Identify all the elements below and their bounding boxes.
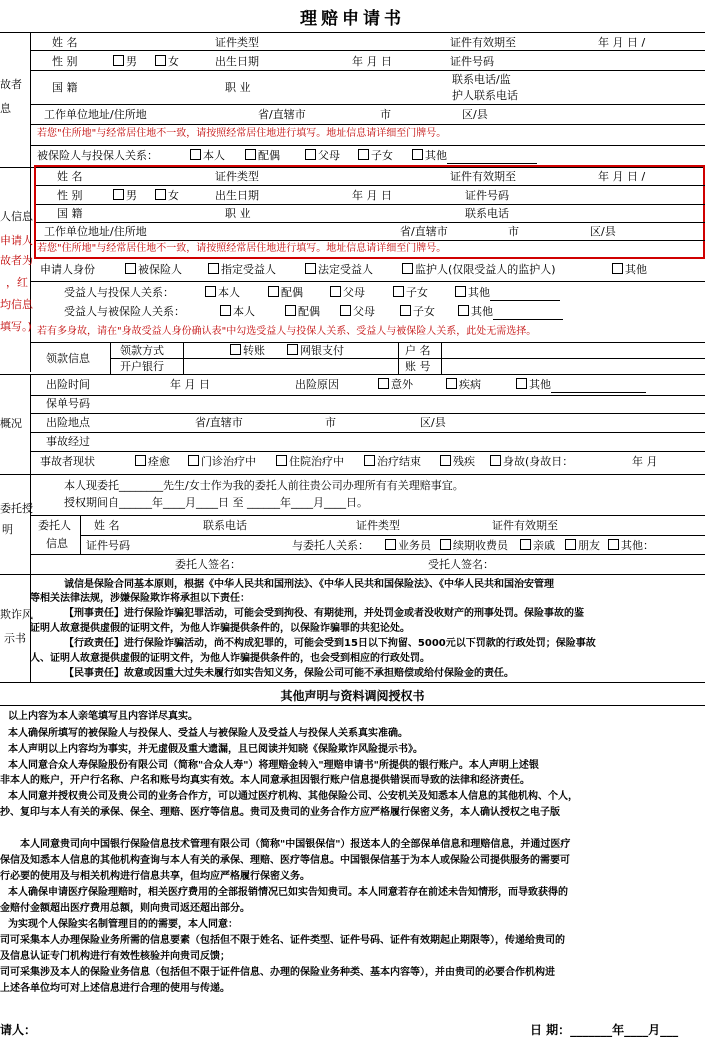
applicant-label-district: 区/县 — [590, 225, 616, 238]
checkbox-identity-designated[interactable]: 指定受益人 — [208, 263, 276, 277]
applicant-label-nationality: 国 籍 — [57, 207, 83, 220]
applicant-label-address: 工作单位地址/住所地 — [44, 225, 147, 238]
section-label-proxy: 委托授 — [0, 502, 33, 515]
checkbox-status-inpatient[interactable]: 住院治疗中 — [276, 455, 344, 469]
divider — [30, 70, 705, 71]
applicant-side-note-1: 申请人 — [0, 234, 33, 247]
applicant-label-id-no: 证件号码 — [465, 189, 509, 202]
divider — [30, 124, 705, 125]
applicant-label-phone: 联系电话 — [465, 207, 509, 220]
statement-line-17: 司可采集涉及本人的保险业务信息（包括但不限于证件信息、办理的保险业务种类、基本内容等），并由贵司的必要合作机构进 — [0, 967, 555, 978]
applicant-address-note: 若您"住所地"与经常居住地不一致，请按照经常居住地进行填写。地址信息请详细至门牌号。 — [37, 243, 447, 254]
section-label-fraud-2: 示书 — [4, 632, 26, 645]
checkbox-cause-accident[interactable]: 意外 — [378, 378, 413, 392]
address-note: 若您"住所地"与经常居住地不一致，请按照经常居住地进行填写。地址信息请详细至门牌号。 — [37, 128, 447, 139]
applicant-side-note-4: 均信息 — [0, 298, 33, 311]
divider — [30, 395, 705, 396]
statement-line-14: 为实现个人保险实名制管理目的的需要，本人同意： — [8, 919, 238, 930]
applicant-checkbox-female[interactable]: 女 — [155, 189, 179, 203]
checkbox-ri-spouse[interactable]: 配偶 — [285, 305, 320, 319]
checkbox-proxy-salesman[interactable]: 业务员 — [385, 539, 431, 553]
statement-line-11: 行必要的使用及与相关机构进行信息共享，但均应严格履行保密义务。 — [0, 871, 310, 882]
divider — [30, 474, 31, 574]
identity-label: 申请人身份 — [40, 263, 95, 276]
applicant-date-format: 年 月 日 / — [598, 170, 646, 183]
proxy-statement: 本人现委托________先生/女士作为我的委托人前往贵公司办理所有有关理赔事宜。 — [64, 479, 464, 492]
divider — [0, 32, 705, 33]
label-id-valid: 证件有效期至 — [450, 36, 516, 49]
section-label-accident-person: 故者 — [0, 78, 22, 91]
divider — [36, 204, 705, 205]
divider — [30, 413, 705, 414]
label-guardian-phone: 护人联系电话 — [452, 89, 518, 102]
proxy-relation-label: 与委托人关系： — [292, 539, 369, 552]
divider — [0, 574, 705, 575]
checkbox-cause-other[interactable]: 其他 — [516, 378, 646, 393]
checkbox-female[interactable]: 女 — [155, 55, 179, 69]
proxy-info-label-2: 信息 — [46, 537, 68, 550]
label-province: 省/直辖市 — [258, 108, 306, 121]
checkbox-proxy-other[interactable]: 其他： — [608, 539, 654, 553]
divider — [30, 50, 705, 51]
date-label: 日 期：_______年____月___ — [530, 1023, 679, 1037]
checkbox-relation-other[interactable]: 其他 — [412, 149, 537, 164]
divider — [30, 32, 31, 167]
proxy-label-id-no: 证件号码 — [86, 539, 130, 552]
fraud-line-6: 人、证明人故意提供虚假的证明文件，为他人诈骗提供条件的，也会受到相应的行政处罚。 — [30, 653, 430, 664]
fraud-line-1: 诚信是保险合同基本原则，根据《中华人民共和国刑法》、《中华人民共和国保险法》、《中华人民共和国治安管理 — [64, 579, 554, 590]
applicant-side-note-2: 故者为 — [0, 254, 33, 267]
checkbox-rp-parent[interactable]: 父母 — [330, 286, 365, 300]
statement-line-6: 本人同意并授权贵公司及贵公司的业务合作方，可以通过医疗机构、其他保险公司、公安机关及知悉本人信息的其他机构、个人， — [8, 791, 578, 802]
divider — [0, 474, 705, 475]
checkbox-status-deceased[interactable]: 身故(身故日： — [490, 455, 573, 469]
divider — [36, 185, 705, 186]
label-phone: 联系电话/监 — [452, 73, 511, 86]
applicant-label-gender: 性 别 — [57, 189, 83, 202]
fraud-line-3: 【刑事责任】进行保险诈骗犯罪活动，可能会受到拘役、有期徒刑，并处罚金或者没收财产的刑事处罚。保险事故的鉴 — [64, 608, 584, 619]
statement-line-18: 上述各单位均可对上述信息进行合理的使用与传递。 — [0, 983, 230, 994]
label-accident-cause: 出险原因 — [295, 378, 339, 391]
fraud-line-2: 等相关法律法规，涉嫌保险欺诈将承担以下责任： — [30, 593, 250, 604]
checkbox-relation-spouse[interactable]: 配偶 — [245, 149, 280, 163]
label-address: 工作单位地址/住所地 — [44, 108, 147, 121]
label-name: 姓 名 — [52, 36, 78, 49]
checkbox-online-bank[interactable]: 网银支付 — [287, 344, 344, 358]
applicant-label-province: 省/直辖市 — [400, 225, 448, 238]
label-current-status: 事故者现状 — [40, 455, 95, 468]
divider — [80, 535, 705, 536]
checkbox-identity-insured[interactable]: 被保险人 — [125, 263, 182, 277]
proxy-period: 授权期间自______年____月____日 至 ______年____月____日。 — [64, 496, 368, 509]
applicant-checkbox-male[interactable]: 男 — [113, 189, 137, 203]
payment-label: 领款信息 — [46, 352, 90, 365]
statement-line-10: 保信及知悉本人信息的其他机构查询与本人有关的承保、理赔、医疗等信息。中国银保信基于为本人或保险公司提供服务的需要可 — [0, 855, 570, 866]
checkbox-cause-illness[interactable]: 疾病 — [446, 378, 481, 392]
account-name-label: 户 名 — [405, 344, 431, 357]
divider — [30, 374, 31, 474]
section-label-accident-person-2: 息 — [0, 102, 11, 115]
statement-line-5: 非本人的账户，开户行名称、户名和账号均真实有效。本人同意承担因银行账户信息提供错误而导致的法律和经济责任。 — [0, 775, 530, 786]
divider — [30, 281, 705, 282]
divider — [36, 240, 705, 241]
divider — [30, 432, 705, 433]
divider — [30, 515, 705, 516]
applicant-label-job: 职 业 — [225, 207, 251, 220]
checkbox-relation-parent[interactable]: 父母 — [305, 149, 340, 163]
checkbox-status-outpatient[interactable]: 门诊治疗中 — [188, 455, 256, 469]
checkbox-rp-other[interactable]: 其他 — [455, 286, 560, 301]
applicant-label-city: 市 — [508, 225, 519, 238]
label-district: 区/县 — [462, 108, 488, 121]
label-id-no: 证件号码 — [450, 55, 494, 68]
checkbox-ri-self[interactable]: 本人 — [220, 305, 255, 319]
checkbox-ri-child[interactable]: 子女 — [400, 305, 435, 319]
checkbox-rp-child[interactable]: 子女 — [393, 286, 428, 300]
label-birth: 出生日期 — [215, 55, 259, 68]
rel-policyholder-label: 受益人与投保人关系： — [64, 286, 174, 299]
statement-line-16: 及信息认证专门机构进行有效性核验并向贵司反馈； — [0, 951, 230, 962]
proxy-label-phone: 联系电话 — [203, 519, 247, 532]
proxy-label-id-type: 证件类型 — [356, 519, 400, 532]
delegate-sign-label: 受托人签名： — [428, 558, 494, 571]
checkbox-status-ended[interactable]: 治疗结束 — [364, 455, 421, 469]
accident-time-format: 年 月 日 — [170, 378, 210, 391]
deceased-date-format: 年 月 — [632, 455, 658, 468]
place-district: 区/县 — [420, 416, 446, 429]
statement-line-12: 本人确保申请医疗保险理赔时，相关医疗费用的全部报销情况已如实告知贵司。本人同意若存在前述未告知情形，而导致获得的 — [8, 887, 568, 898]
applicant-side-note-3: ，红 — [6, 276, 28, 289]
divider — [30, 554, 705, 555]
checkbox-rp-self[interactable]: 本人 — [205, 286, 240, 300]
label-job: 职 业 — [225, 81, 251, 94]
divider — [110, 358, 705, 359]
checkbox-proxy-collector[interactable]: 续期收费员 — [440, 539, 508, 553]
divider — [0, 682, 705, 683]
checkbox-male[interactable]: 男 — [113, 55, 137, 69]
applicant-side-note-5: 填写。) — [0, 320, 32, 333]
fraud-line-4: 证明人故意提供虚假的证明文件，为他人诈骗提供条件的，以保险诈骗罪的共犯论处。 — [30, 623, 410, 634]
statement-line-1: 以上内容为本人亲笔填写且内容详尽真实。 — [8, 711, 198, 722]
statement-line-13: 金赔付金额超出医疗费用总额，则向贵司返还超出部分。 — [0, 903, 250, 914]
checkbox-relation-child[interactable]: 子女 — [358, 149, 393, 163]
statement-line-15: 司可采集本人办理保险业务所需的信息要素（包括但不限于姓名、证件类型、证件号码、证件有效期起止期限等），传递给贵司的 — [0, 935, 565, 946]
payment-method-label: 领款方式 — [120, 344, 164, 357]
statement-title: 其他声明与资料调阅授权书 — [280, 689, 425, 703]
label-id-type: 证件类型 — [215, 36, 259, 49]
checkbox-transfer[interactable]: 转账 — [230, 344, 265, 358]
checkbox-relation-self[interactable]: 本人 — [190, 149, 225, 163]
date-format: 年 月 日 / — [598, 36, 646, 49]
divider — [30, 104, 705, 105]
applicant-birth-format: 年 月 日 — [352, 189, 392, 202]
label-policy-no: 保单号码 — [46, 397, 90, 410]
divider — [80, 515, 81, 554]
label-nationality: 国 籍 — [52, 81, 78, 94]
checkbox-ri-parent[interactable]: 父母 — [340, 305, 375, 319]
divider — [30, 145, 705, 146]
statement-line-9: 本人同意贵司向中国银行保险信息技术管理有限公司（简称"中国银保信"）报送本人的全部保单信息和理赔信息，并通过医疗 — [20, 839, 571, 850]
proxy-info-label: 委托人 — [38, 519, 71, 532]
label-accident-story: 事故经过 — [46, 435, 90, 448]
label-accident-time: 出险时间 — [46, 378, 90, 391]
account-no-label: 账 号 — [405, 360, 431, 373]
place-city: 市 — [325, 416, 336, 429]
statement-line-4: 本人同意合众人寿保险股份有限公司（简称"合众人寿"）将理赔金转入"理赔申请书"所提供的银行账户。本人声明上述银 — [8, 760, 539, 771]
proxy-label-id-valid: 证件有效期至 — [492, 519, 558, 532]
divider — [30, 342, 705, 343]
delegator-sign-label: 委托人签名： — [175, 558, 241, 571]
divider — [36, 222, 705, 223]
checkbox-proxy-friend[interactable]: 朋友 — [565, 539, 600, 553]
fraud-line-5: 【行政责任】进行保险诈骗活动，尚不构成犯罪的，可能会受到15日以下拘留、5000元以下罚款的行政处罚；保险事故 — [64, 638, 596, 649]
checkbox-identity-guardian[interactable]: 监护人(仅限受益人的监护人) — [402, 263, 556, 277]
fraud-line-7: 【民事责任】故意或因重大过失未履行如实告知义务，保险公司可能不承担赔偿或给付保险金的责任。 — [64, 668, 514, 679]
proxy-label-name: 姓 名 — [94, 519, 120, 532]
birth-format: 年 月 日 — [352, 55, 392, 68]
checkbox-rp-spouse[interactable]: 配偶 — [268, 286, 303, 300]
divider — [0, 374, 705, 375]
statement-line-7: 抄、复印与本人有关的承保、保全、理赔、医疗等信息。贵司及贵司的业务合作方应严格履行保密义务，本人确认授权之电子版 — [0, 807, 560, 818]
applicant-label-id-valid: 证件有效期至 — [450, 170, 516, 183]
checkbox-status-healed[interactable]: 痊愈 — [135, 455, 170, 469]
applicant-label-name: 姓 名 — [57, 170, 83, 183]
divider — [0, 705, 705, 706]
relation-label: 被保险人与投保人关系： — [37, 149, 158, 162]
statement-line-2: 本人确保所填写的被保险人与投保人、受益人与被保险人及受益人与投保人关系真实准确。 — [8, 728, 408, 739]
bank-label: 开户银行 — [120, 360, 164, 373]
label-city: 市 — [380, 108, 391, 121]
checkbox-identity-legal[interactable]: 法定受益人 — [305, 263, 373, 277]
divider — [30, 451, 705, 452]
section-label-proxy-2: 明 — [2, 523, 13, 536]
checkbox-proxy-relative[interactable]: 亲戚 — [520, 539, 555, 553]
applicant-label-birth: 出生日期 — [215, 189, 259, 202]
checkbox-ri-other[interactable]: 其他 — [458, 305, 563, 320]
applicant-label-id-type: 证件类型 — [215, 170, 259, 183]
place-province: 省/直辖市 — [195, 416, 243, 429]
section-label-accident: 概况 — [0, 417, 22, 430]
section-label-fraud: 欺诈风 — [0, 608, 33, 621]
beneficiary-note: 若有多身故，请在"身故受益人身份确认表"中勾选受益人与投保人关系、受益人与被保险人关系，此处无需选择。 — [37, 326, 537, 337]
checkbox-identity-other[interactable]: 其他 — [612, 263, 647, 277]
page-title: 理赔申请书 — [300, 9, 405, 29]
statement-line-3: 本人声明以上内容均为事实，并无虚假及重大遗漏，且已阅读并知晓《保险欺诈风险提示书》。 — [8, 744, 423, 755]
applicant-sign-label: 请人： — [0, 1023, 37, 1037]
rel-insured-label: 受益人与被保险人关系： — [64, 305, 185, 318]
checkbox-status-disabled[interactable]: 残疾 — [440, 455, 475, 469]
label-accident-place: 出险地点 — [46, 416, 90, 429]
section-label-applicant: 人信息 — [0, 210, 33, 223]
label-gender: 性 别 — [52, 55, 78, 68]
